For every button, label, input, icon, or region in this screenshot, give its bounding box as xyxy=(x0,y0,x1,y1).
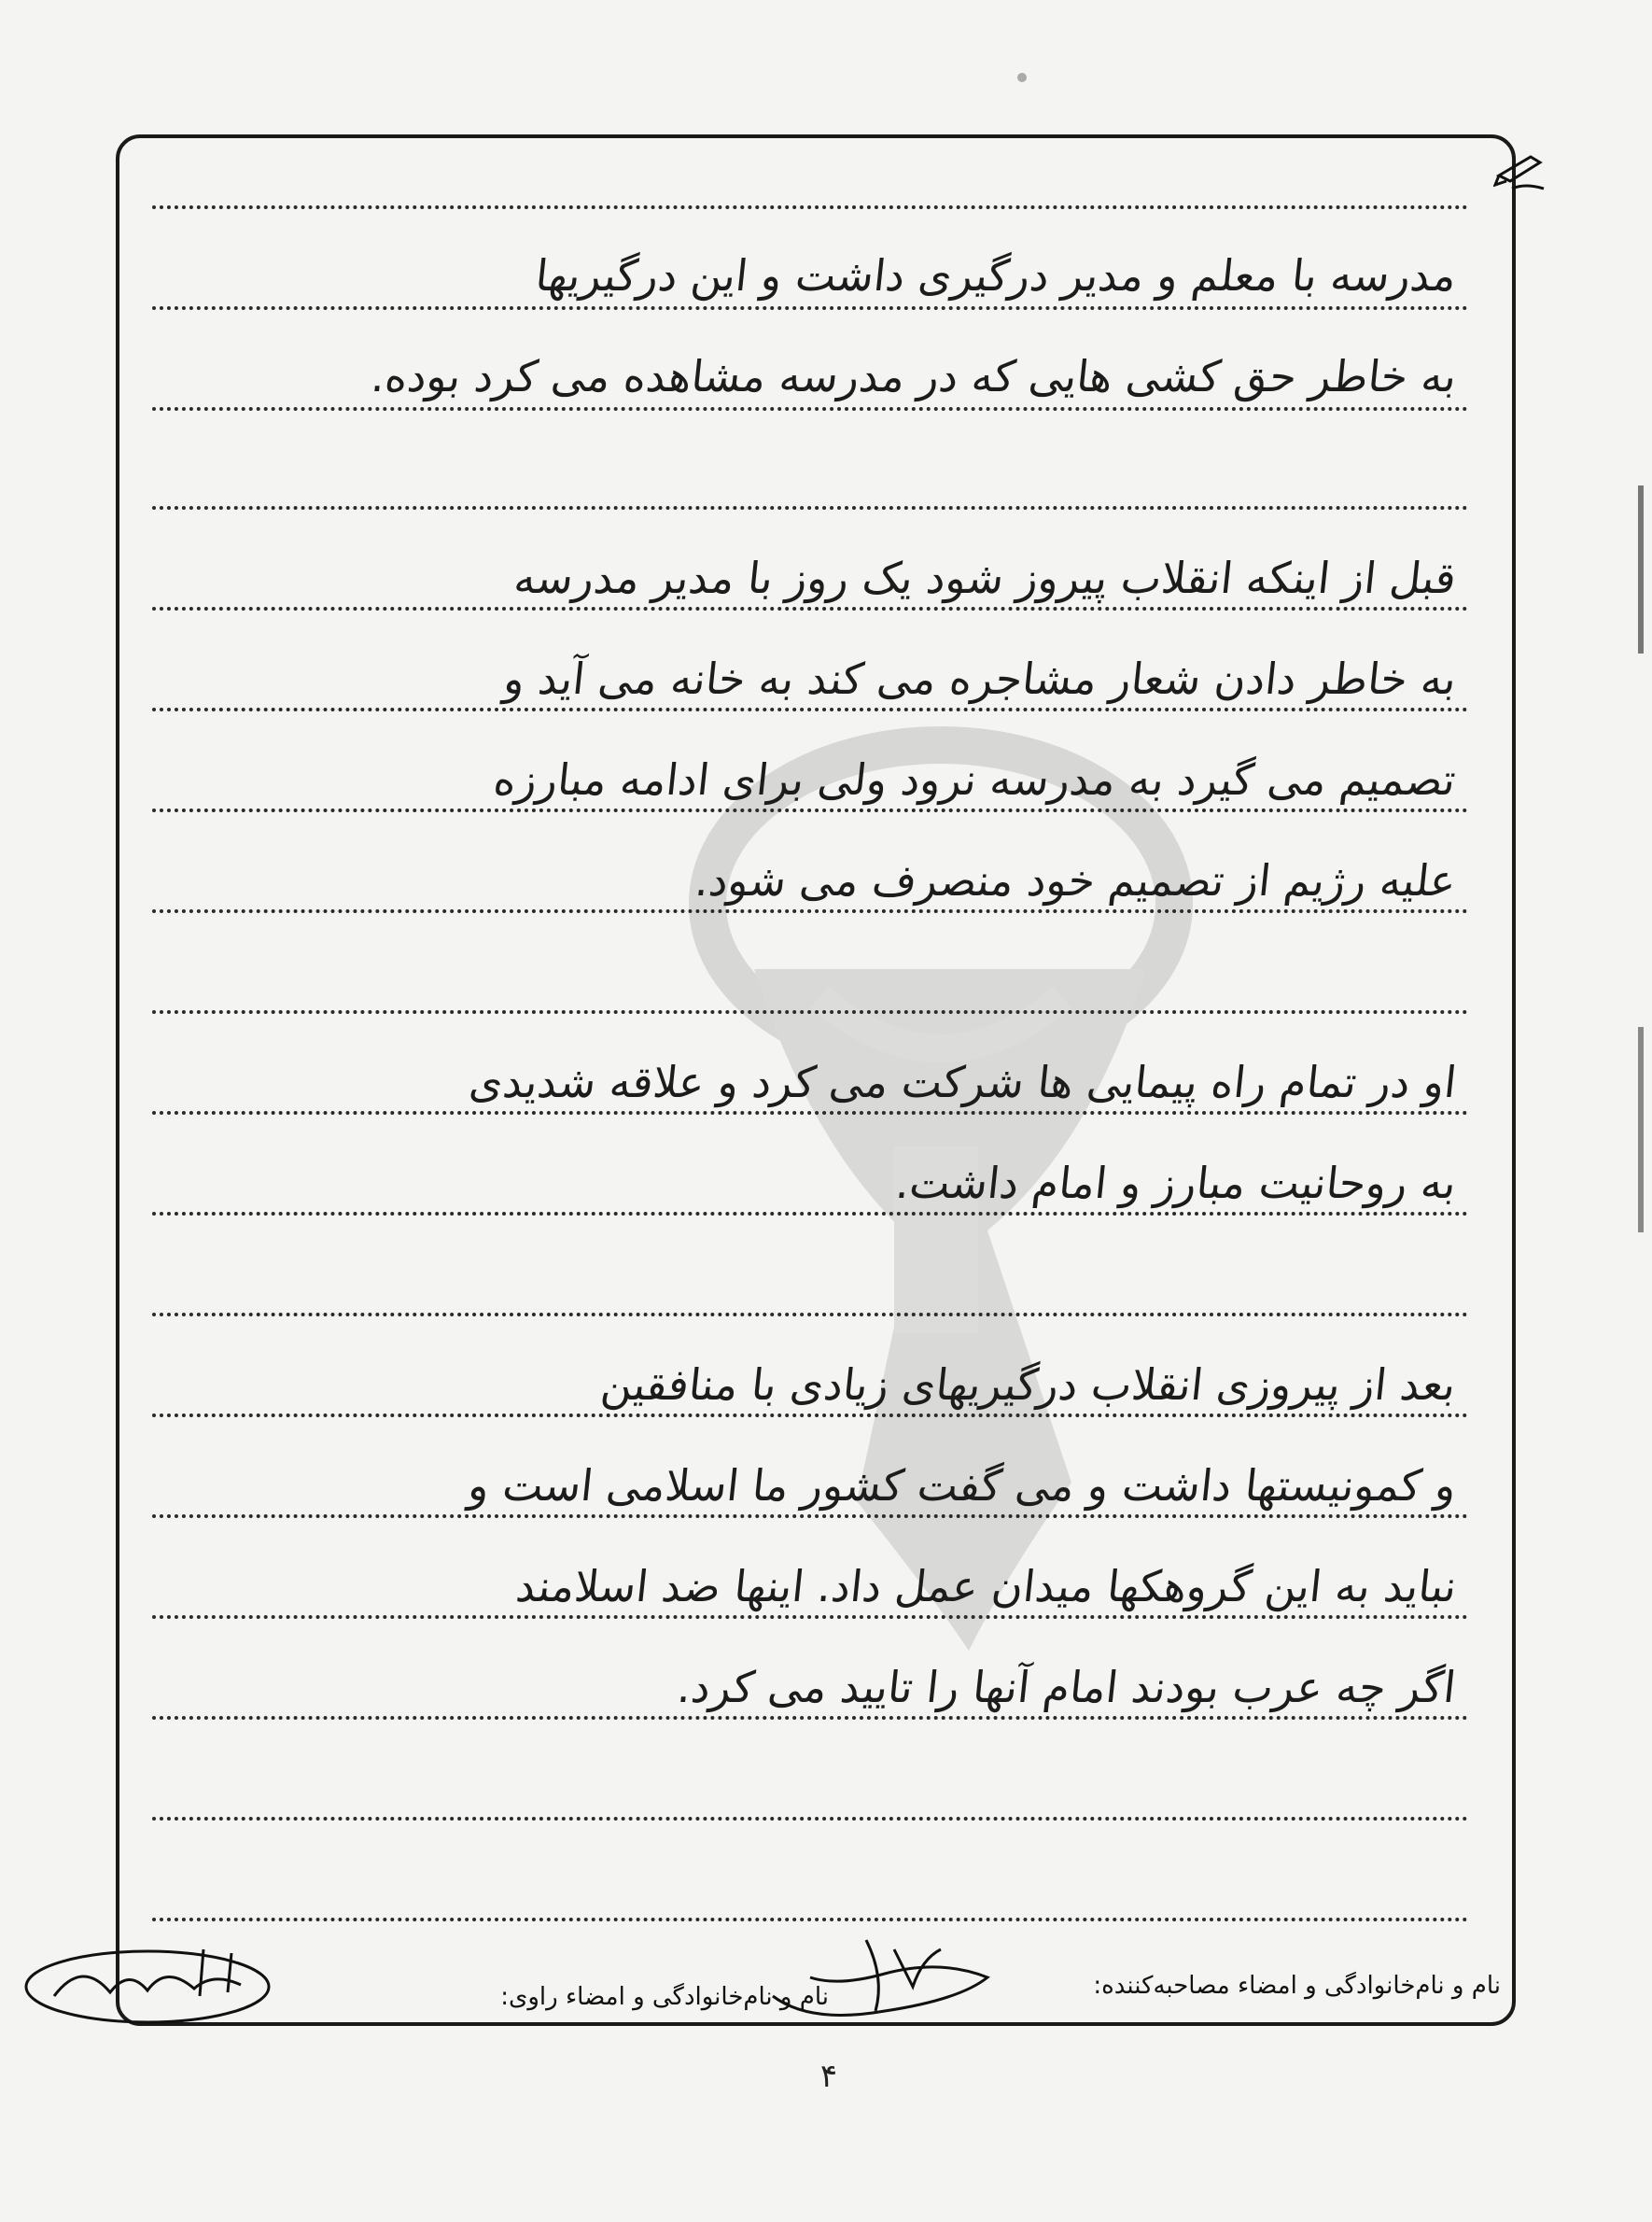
scan-speck xyxy=(1638,485,1644,654)
handwritten-line: بعد از پیروزی انقلاب درگیریهای زیادی با منافقین xyxy=(598,1359,1459,1410)
ruled-line xyxy=(152,1212,1468,1216)
handwritten-line: قبل از اینکه انقلاب پیروز شود یک روز با مدیر مدرسه xyxy=(511,553,1459,603)
handwritten-line: نباید به این گروهکها میدان عمل داد. اینها ضد اسلامند xyxy=(512,1561,1459,1611)
ruled-line xyxy=(152,1111,1468,1115)
handwritten-line: به خاطر دادن شعار مشاجره می کند به خانه می آید و xyxy=(501,654,1459,704)
ruled-line xyxy=(152,1716,1468,1720)
page-number: ۴ xyxy=(819,2058,838,2095)
handwritten-line: به خاطر حق کشی هایی که در مدرسه مشاهده می کرد بوده. xyxy=(368,351,1459,401)
handwritten-line: مدرسه با معلم و مدیر درگیری داشت و این درگیریها xyxy=(533,250,1459,301)
scan-speck xyxy=(1017,73,1027,82)
scan-speck xyxy=(1638,1027,1644,1232)
handwritten-line: تصمیم می گیرد به مدرسه نرود ولی برای ادامه مبارزه xyxy=(491,754,1459,805)
ruled-line xyxy=(152,1615,1468,1619)
ruled-line xyxy=(152,909,1468,913)
page-frame xyxy=(116,134,1516,2026)
ruled-line xyxy=(152,407,1468,411)
handwritten-line: به روحانیت مبارز و امام داشت. xyxy=(893,1158,1459,1208)
ruled-line xyxy=(152,1010,1468,1014)
ruled-line xyxy=(152,708,1468,711)
interviewer-signature xyxy=(754,1921,997,2024)
narrator-signature xyxy=(17,1931,278,2043)
pen-writing-icon xyxy=(1493,148,1549,194)
handwritten-line: اگر چه عرب بودند امام آنها را تایید می کرد. xyxy=(675,1662,1459,1712)
ruled-line xyxy=(152,607,1468,611)
ruled-line xyxy=(152,1313,1468,1316)
interviewer-signature-label: نام و نام‌خانوادگی و امضاء مصاحبه‌کننده: xyxy=(1093,1972,1501,2000)
ruled-line xyxy=(152,205,1468,209)
narrator-signature-label: نام و نام‌خانوادگی و امضاء راوی: xyxy=(500,1983,829,2011)
handwritten-line: علیه رژیم از تصمیم خود منصرف می شود. xyxy=(693,855,1459,906)
ruled-line xyxy=(152,506,1468,510)
handwritten-line: او در تمام راه پیمایی ها شرکت می کرد و علاقه شدیدی xyxy=(466,1057,1459,1107)
signature-footer xyxy=(119,1959,1519,2024)
ruled-line xyxy=(152,1514,1468,1518)
handwritten-line: و کمونیستها داشت و می گفت کشور ما اسلامی است و xyxy=(466,1460,1459,1511)
ruled-line xyxy=(152,1817,1468,1821)
ruled-line xyxy=(152,809,1468,812)
ruled-line xyxy=(152,1413,1468,1417)
ruled-line xyxy=(152,306,1468,310)
